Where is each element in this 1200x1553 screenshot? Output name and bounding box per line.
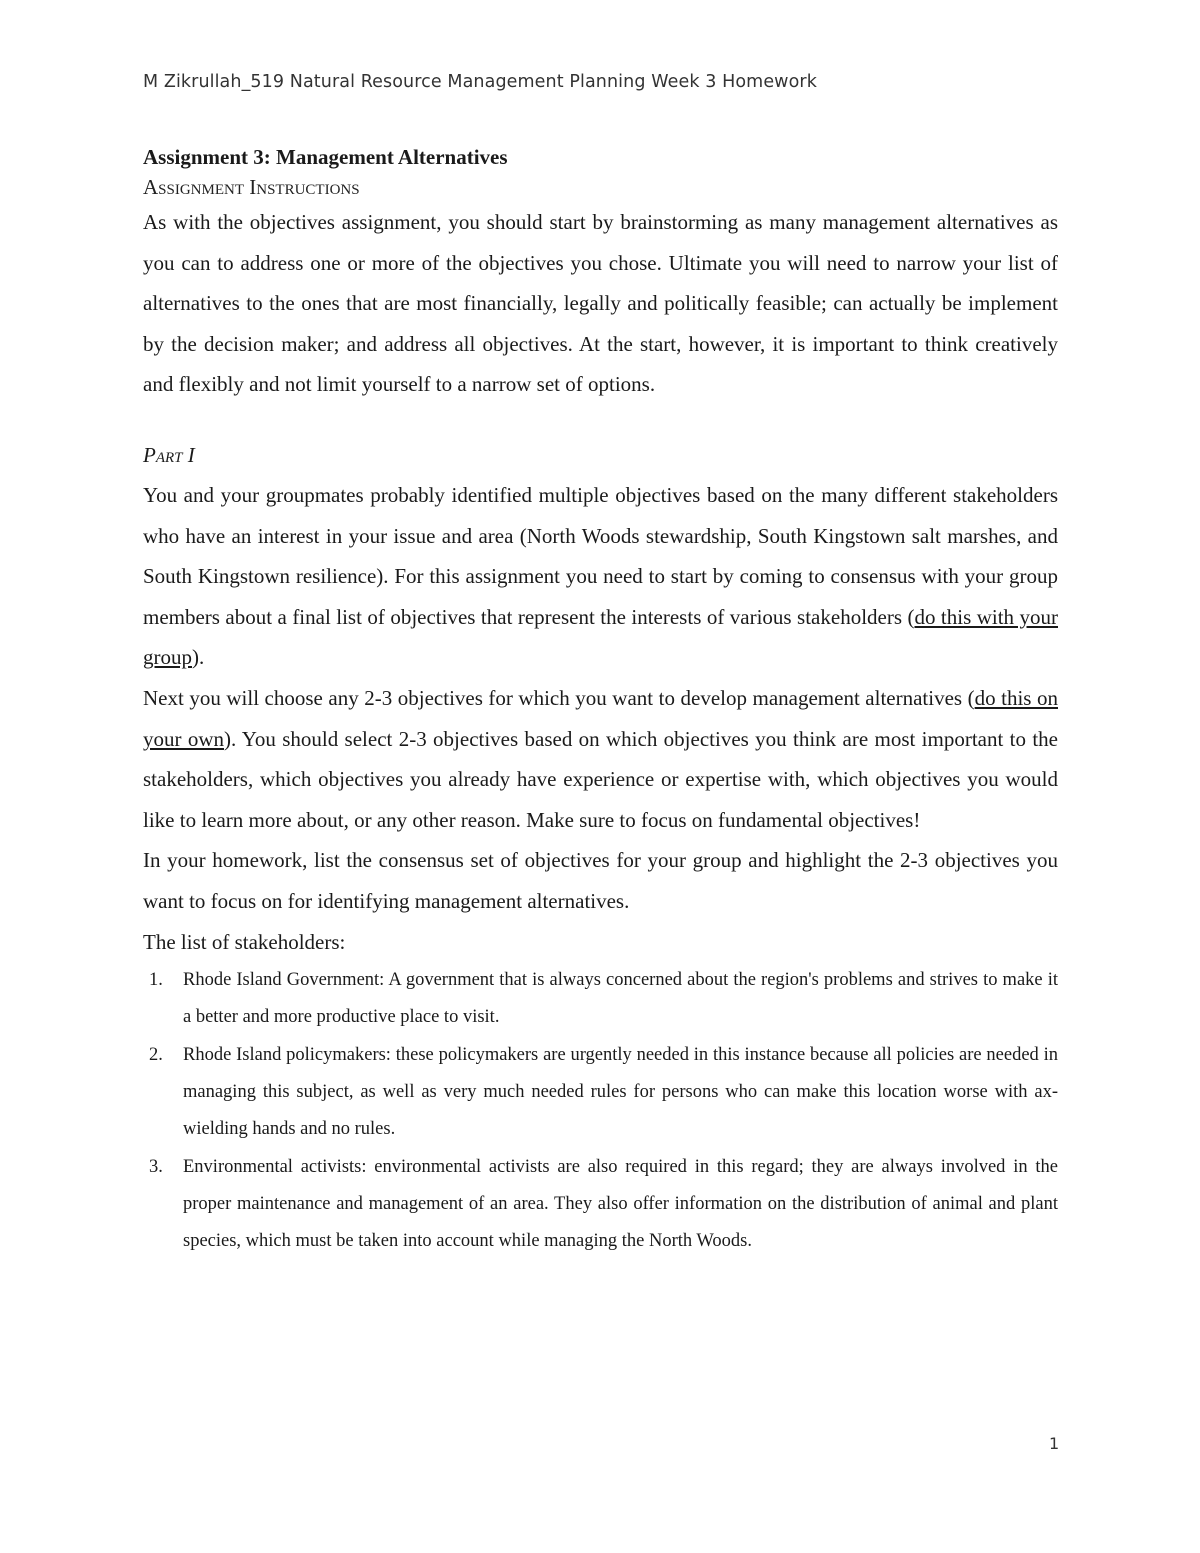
intro-paragraph: As with the objectives assignment, you should start by brainstorming as many management alternatives as you can to address one or more of the objectives you chose. Ultimate you will need to narrow your list of alternatives to the ones that are most financially, legally and politically feasible; can actually be implement by the decision maker; and address all objectives. At the start, however, it is important to think creatively and flexibly and not limit yourself to a narrow set of options.	[143, 210, 1058, 397]
list-item	[143, 1149, 1058, 1261]
list-text: Environmental activists: environmental activists are also required in this regard; they are always involved in the proper maintenance and management of an area. They also offer information on the distribution of animal and plant species, which must be taken into account while managing the North Woods.	[183, 1156, 1058, 1252]
list-number: 3.	[149, 1156, 163, 1177]
list-number: 2.	[149, 1044, 163, 1065]
document-body	[143, 142, 1058, 1260]
list-item	[143, 1037, 1058, 1149]
list-number: 1.	[149, 970, 163, 991]
paragraph-text: ). You should select 2-3 objectives based on which objectives you think are most important to the stakeholders, which objectives you already have experience or expertise with, which objectives you would like to learn more about, or any other reason. Make sure to focus on fundamental objectives!	[143, 726, 1058, 832]
underlined-text: do this on your own	[143, 685, 1058, 751]
part-one-paragraph-1	[143, 475, 1058, 678]
list-text: Rhode Island Government: A government that is always concerned about the region's problems and strives to make it a better and more productive place to visit.	[183, 970, 1058, 1028]
underlined-text: do this with your group	[143, 604, 1058, 670]
page-number: 1	[1049, 1434, 1060, 1453]
stakeholders-title: The list of stakeholders:	[143, 929, 346, 954]
list-text: Rhode Island policymakers: these policymakers are urgently needed in this instance because all policies are needed in managing this subject, as well as very much needed rules for persons who can make this location worse with ax-wielding hands and no rules.	[183, 1044, 1058, 1140]
stakeholders-list	[143, 962, 1058, 1260]
page-header: M Zikrullah_519 Natural Resource Management Planning Week 3 Homework	[143, 72, 817, 92]
part-one-paragraph-2	[143, 678, 1058, 840]
paragraph-text: You and your groupmates probably identified multiple objectives based on the many different stakeholders who have an interest in your issue and area (North Woods stewardship, South Kingstown salt marshes, and South Kingstown resilience). For this assignment you need to start by coming to consensus with your group members about a final list of objectives that represent the interests of various stakeholders (	[143, 482, 1058, 629]
paragraph-text: Next you will choose any 2-3 objectives for which you want to develop management alternatives (	[143, 685, 975, 710]
assignment-title: Assignment 3: Management Alternatives	[143, 145, 508, 169]
part-one-paragraph-3: In your homework, list the consensus set of objectives for your group and highlight the 2-3 objectives you want to focus on for identifying management alternatives.	[143, 848, 1058, 913]
instructions-heading: Assignment Instructions	[143, 175, 360, 199]
paragraph-text: ).	[192, 645, 205, 670]
list-item	[143, 962, 1058, 1037]
part-one-heading: Part I	[143, 442, 195, 467]
